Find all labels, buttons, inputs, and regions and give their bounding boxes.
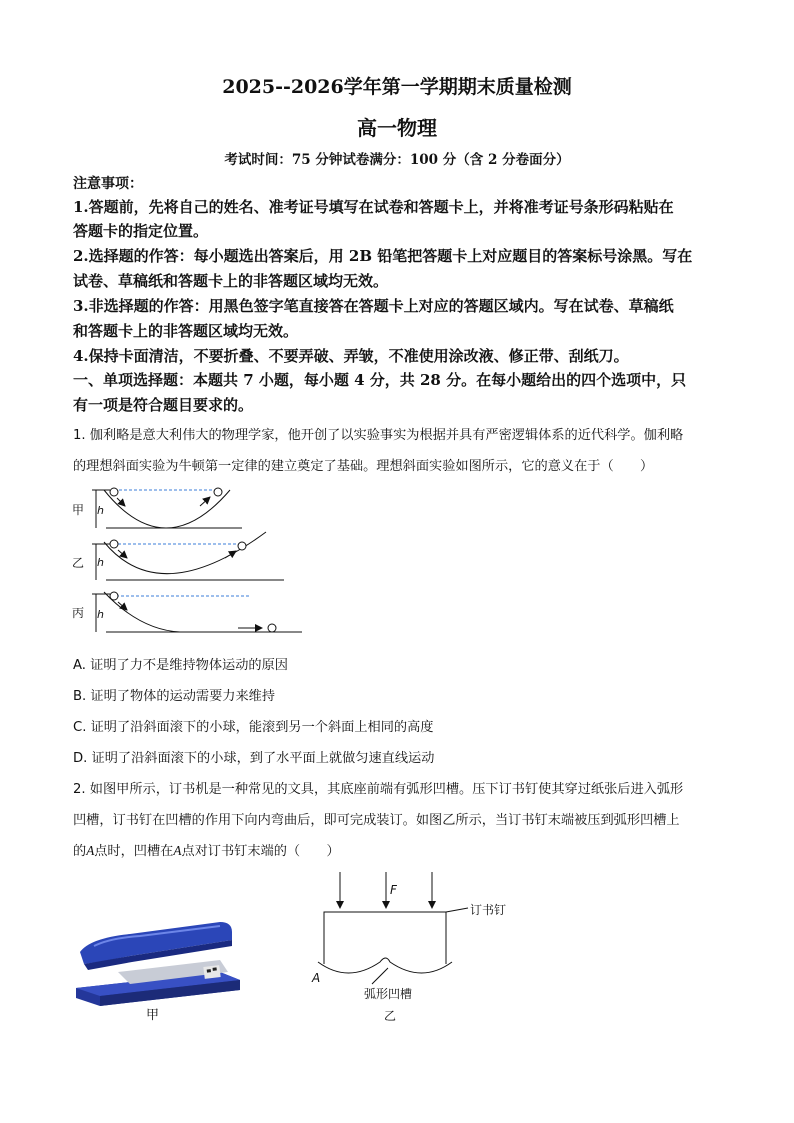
notice-heading: 注意事项： [73, 176, 143, 192]
notice-item-3-line-2: 和答题卡上的非答题区域均无效。 [73, 322, 299, 340]
question-2-line-1: 2. 如图甲所示，订书机是一种常见的文具，其底座前端有弧形凹槽。压下订书钉使其穿过纸张后进入弧形 [73, 782, 684, 797]
notice-item-4: 4.保持卡面清洁，不要折叠、不要弄破、弄皱，不准使用涂改液、修正带、刮纸刀。 [73, 347, 629, 365]
question-1-option-d: D. 证明了沿斜面滚下的小球，到了水平面上就做匀速直线运动 [73, 751, 435, 766]
notice-item-2-line-2: 试卷、草稿纸和答题卡上的非答题区域均无效。 [73, 272, 389, 290]
figure-label-b: 乙 [72, 556, 85, 570]
groove-label: 弧形凹槽 [364, 987, 413, 1001]
exam-title: 2025--2026学年第一学期期末质量检测 [222, 76, 572, 98]
ideal-incline-figure [70, 482, 310, 642]
figure-caption-a: 甲 [146, 1008, 160, 1023]
figure-panel-c [92, 592, 302, 632]
staple-label: 订书钉 [470, 903, 507, 917]
exam-info: 考试时间：75 分钟试卷满分：100 分（含 2 分卷面分） [224, 152, 570, 168]
figure-label-a: 甲 [72, 503, 85, 517]
height-label-c: h [97, 608, 104, 621]
question-2-line-2: 凹槽，订书钉在凹槽的作用下向内弯曲后，即可完成装订。如图乙所示，当订书钉末端被压到弧形凹槽上 [73, 813, 680, 828]
section-1-heading-line-2: 有一项是符合题目要求的。 [73, 396, 254, 414]
force-label: F [390, 883, 397, 897]
question-1-option-a: A. 证明了力不是维持物体运动的原因 [73, 658, 288, 673]
staple-groove-diagram [300, 868, 530, 1028]
height-label-b: h [97, 556, 104, 569]
figure-panel-b [92, 532, 284, 580]
notice-item-1-line-1: 1.答题前，先将自己的姓名、准考证号填写在试卷和答题卡上，并将准考证号条形码粘贴在 [73, 198, 674, 216]
question-2-line-3 [73, 840, 733, 859]
figure-caption-b: 乙 [384, 1009, 397, 1023]
stapler-photo [70, 910, 250, 1010]
point-a-label: A [173, 843, 182, 858]
question-1-line-1: 1. 伽利略是意大利伟大的物理学家，他开创了以实验事实为根据并具有严密逻辑体系的近代科学。伽利略 [73, 428, 684, 443]
question-1-option-c: C. 证明了沿斜面滚下的小球，能滚到另一个斜面上相同的高度 [73, 720, 434, 735]
point-a-label: A [86, 843, 95, 858]
question-1-option-b: B. 证明了物体的运动需要力来维持 [73, 689, 276, 704]
q2-text-pre: 的 [73, 844, 87, 859]
figure-panel-a [92, 488, 242, 528]
point-a-diagram-label: A [312, 971, 321, 985]
staple [324, 912, 446, 964]
figure-label-c: 丙 [72, 606, 85, 620]
notice-item-1-line-2: 答题卡的指定位置。 [73, 222, 209, 240]
q2-text-mid: 点时，凹槽在 [94, 844, 174, 859]
subject-title: 高一物理 [357, 116, 437, 140]
section-1-heading-line-1: 一、单项选择题：本题共 7 小题，每小题 4 分，共 28 分。在每小题给出的四个选项中，只 [73, 371, 687, 389]
notice-item-2-line-1: 2.选择题的作答：每小题选出答案后，用 2B 铅笔把答题卡上对应题目的答案标号涂黑。写在 [73, 247, 693, 265]
notice-item-3-line-1: 3.非选择题的作答：用黑色签字笔直接答在答题卡上对应的答题区域内。写在试卷、草稿纸 [73, 297, 674, 315]
q2-text-post: 点对订书钉末端的（ ） [181, 844, 340, 859]
question-1-line-2: 的理想斜面实验为牛顿第一定律的建立奠定了基础。理想斜面实验如图所示，它的意义在于（ ） [73, 459, 654, 474]
height-label-a: h [97, 504, 104, 517]
